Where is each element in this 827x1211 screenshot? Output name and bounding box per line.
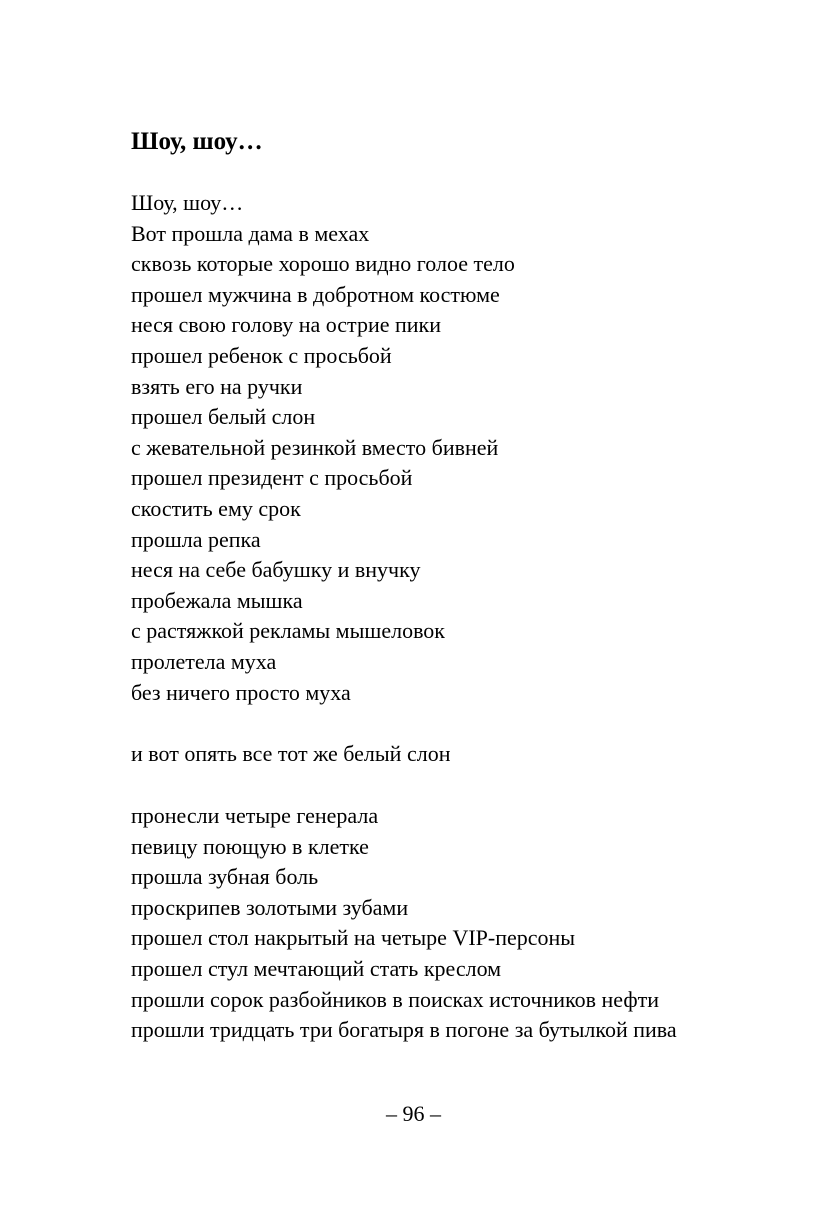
stanza — [131, 801, 677, 1046]
poem-line: сквозь которые хорошо видно голое тело — [131, 251, 515, 277]
poem-line: скостить ему срок — [131, 495, 301, 521]
poem-line: Вот прошла дама в мехах — [131, 220, 370, 246]
poem-line: прошел президент с просьбой — [131, 465, 413, 491]
poem-line: прошел стул мечтающий стать креслом — [131, 955, 502, 981]
stanza — [131, 188, 515, 708]
poem-line: пробежала мышка — [131, 587, 303, 613]
poem-line: прошел ребенок с просьбой — [131, 342, 392, 368]
poem-line: прошла зубная боль — [131, 864, 319, 890]
poem-line: пролетела муха — [131, 648, 277, 674]
poem-line: пронесли четыре генерала — [131, 803, 379, 828]
poem-line: прошли сорок разбойников в поисках источников нефти — [131, 986, 659, 1012]
page-number: – 96 – — [386, 1101, 441, 1126]
poem-line: неся на себе бабушку и внучку — [131, 557, 421, 583]
poem-line: прошел стол накрытый на четыре VIP-персоны — [131, 925, 576, 951]
poem-line: с жевательной резинкой вместо бивней — [131, 434, 499, 460]
poem-title: Шоу, шоу… — [131, 128, 263, 155]
poem-line: проскрипев золотыми зубами — [131, 894, 409, 920]
poem-line: взять его на ручки — [131, 373, 303, 399]
poem-line: и вот опять все тот же белый слон — [131, 741, 451, 766]
poem-line: певицу поющую в клетке — [131, 833, 369, 859]
poem-line: прошли тридцать три богатыря в погоне за бутылкой пива — [131, 1017, 677, 1043]
stanza — [131, 739, 450, 770]
poem-line: прошла репка — [131, 526, 261, 552]
poem-line: без ничего просто муха — [131, 679, 351, 705]
poem-line: с растяжкой рекламы мышеловок — [131, 618, 445, 644]
poem-line: прошел мужчина в добротном костюме — [131, 281, 500, 307]
poem-line: Шоу, шоу… — [131, 190, 244, 215]
poem-line: прошел белый слон — [131, 404, 316, 430]
poem-line: неся свою голову на острие пики — [131, 312, 441, 338]
